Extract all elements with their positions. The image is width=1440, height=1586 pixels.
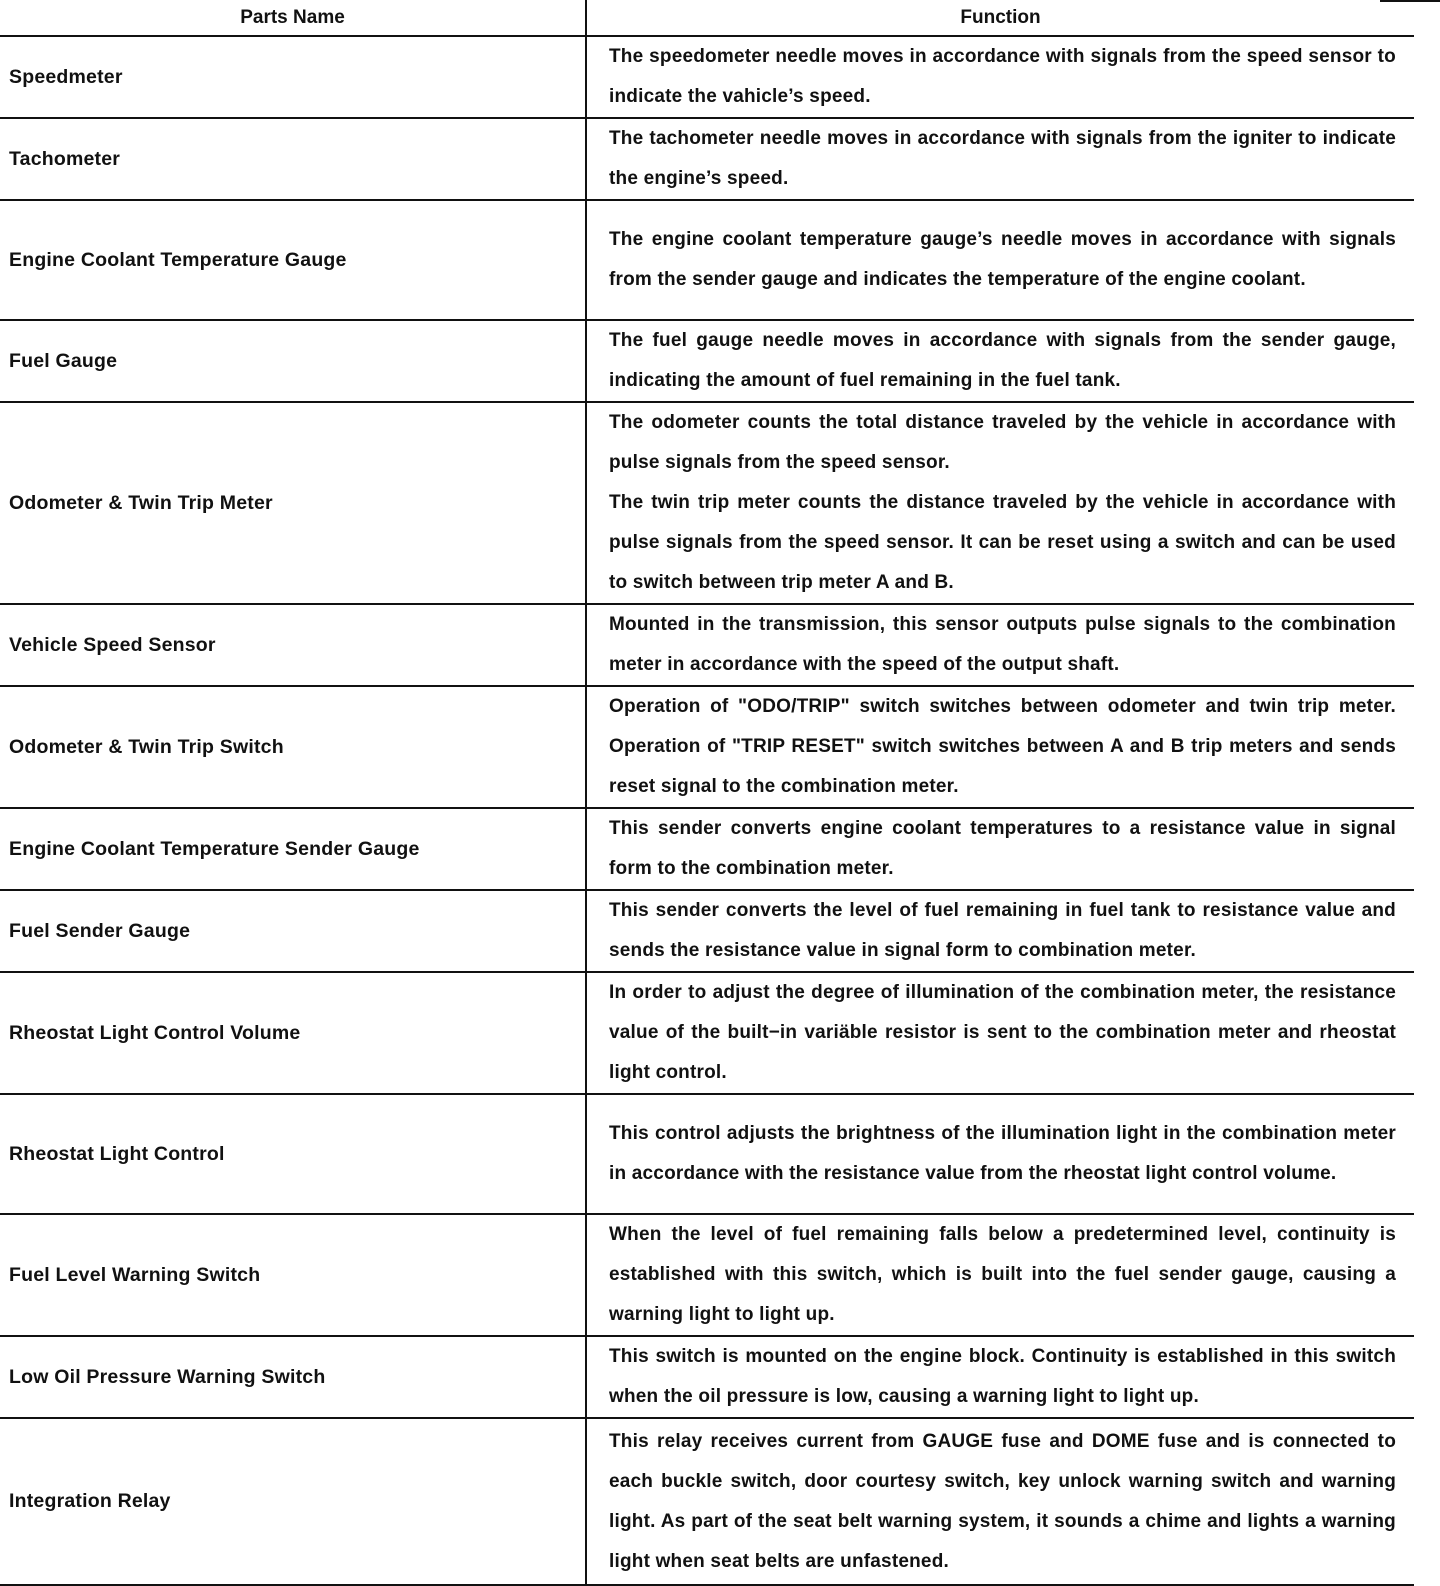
table-row xyxy=(0,36,1414,118)
table-row xyxy=(0,200,1414,320)
table-row xyxy=(0,402,1414,604)
table-row xyxy=(0,1336,1414,1418)
part-name-cell: Odometer & Twin Trip Meter xyxy=(0,402,586,604)
table-row xyxy=(0,686,1414,808)
table-row xyxy=(0,808,1414,890)
table-row xyxy=(0,604,1414,686)
function-cell xyxy=(586,118,1414,200)
part-name-cell: Speedmeter xyxy=(0,36,586,118)
function-cell xyxy=(586,808,1414,890)
function-paragraph: This control adjusts the brightness of the illumination light in the combination meter in accordance with the resistance value from the rheostat light control volume. xyxy=(609,1123,1396,1184)
function-cell xyxy=(586,1094,1414,1214)
function-paragraph: The engine coolant temperature gauge’s needle moves in accordance with signals from the sender gauge and indicates the temperature of the engine coolant. xyxy=(609,229,1396,290)
function-paragraph: The speedometer needle moves in accordance with signals from the speed sensor to indicate the vahicle’s speed. xyxy=(609,46,1396,107)
function-paragraph: The odometer counts the total distance traveled by the vehicle in accordance with pulse signals from the speed sensor. xyxy=(609,412,1396,473)
table-row xyxy=(0,320,1414,402)
table-row xyxy=(0,972,1414,1094)
header-function: Function xyxy=(586,0,1414,36)
part-name-cell: Integration Relay xyxy=(0,1418,586,1585)
function-paragraph: Mounted in the transmission, this sensor outputs pulse signals to the combination meter in accordance with the speed of the output shaft. xyxy=(609,614,1396,675)
part-name-cell: Low Oil Pressure Warning Switch xyxy=(0,1336,586,1418)
function-paragraph: When the level of fuel remaining falls below a predetermined level, continuity is established with this switch, which is built into the fuel sender gauge, causing a warning light to light up. xyxy=(609,1224,1396,1325)
function-cell xyxy=(586,686,1414,808)
part-name-cell: Rheostat Light Control xyxy=(0,1094,586,1214)
part-name-cell: Fuel Level Warning Switch xyxy=(0,1214,586,1336)
function-paragraph: The fuel gauge needle moves in accordance with signals from the sender gauge, indicating the amount of fuel remaining in the fuel tank. xyxy=(609,330,1396,391)
function-cell xyxy=(586,604,1414,686)
table-body xyxy=(0,36,1414,1585)
function-paragraph: This sender converts engine coolant temperatures to a resistance value in signal form to the combination meter. xyxy=(609,818,1396,879)
function-cell xyxy=(586,1336,1414,1418)
part-name-cell: Fuel Gauge xyxy=(0,320,586,402)
table-header-row xyxy=(0,0,1414,36)
function-paragraph: This switch is mounted on the engine block. Continuity is established in this switch when the oil pressure is low, causing a warning light to light up. xyxy=(609,1346,1396,1407)
function-cell xyxy=(586,320,1414,402)
function-paragraph: This relay receives current from GAUGE fuse and DOME fuse and is connected to each buckle switch, door courtesy switch, key unlock warning switch and warning light. As part of the seat belt warning system, it sounds a chime and lights a warning light when seat belts are unfastened. xyxy=(609,1430,1396,1572)
function-cell xyxy=(586,200,1414,320)
part-name-cell: Engine Coolant Temperature Sender Gauge xyxy=(0,808,586,890)
function-paragraph: In order to adjust the degree of illumination of the combination meter, the resistance value of the built−in variäble resistor is sent to the combination meter and rheostat light control. xyxy=(609,982,1396,1083)
function-cell xyxy=(586,972,1414,1094)
part-name-cell: Fuel Sender Gauge xyxy=(0,890,586,972)
table-row xyxy=(0,1094,1414,1214)
function-paragraph: Operation of "ODO/TRIP" switch switches between odometer and twin trip meter. Operation of "TRIP RESET" switch switches between A and B trip meters and sends reset signal to the combination meter. xyxy=(609,696,1396,797)
function-cell xyxy=(586,1418,1414,1585)
table-row xyxy=(0,890,1414,972)
function-paragraph: The twin trip meter counts the distance traveled by the vehicle in accordance with pulse signals from the speed sensor. It can be reset using a switch and can be used to switch between trip meter A and B. xyxy=(609,492,1396,593)
table-row xyxy=(0,118,1414,200)
function-cell xyxy=(586,402,1414,604)
header-parts-name: Parts Name xyxy=(0,0,586,36)
function-paragraph: This sender converts the level of fuel remaining in fuel tank to resistance value and sends the resistance value in signal form to combination meter. xyxy=(609,900,1396,961)
function-cell xyxy=(586,36,1414,118)
part-name-cell: Vehicle Speed Sensor xyxy=(0,604,586,686)
part-name-cell: Tachometer xyxy=(0,118,586,200)
part-name-cell: Engine Coolant Temperature Gauge xyxy=(0,200,586,320)
function-cell xyxy=(586,890,1414,972)
table-row xyxy=(0,1418,1414,1585)
table-row xyxy=(0,1214,1414,1336)
part-name-cell: Odometer & Twin Trip Switch xyxy=(0,686,586,808)
function-cell xyxy=(586,1214,1414,1336)
part-name-cell: Rheostat Light Control Volume xyxy=(0,972,586,1094)
function-paragraph: The tachometer needle moves in accordance with signals from the igniter to indicate the engine’s speed. xyxy=(609,128,1396,189)
